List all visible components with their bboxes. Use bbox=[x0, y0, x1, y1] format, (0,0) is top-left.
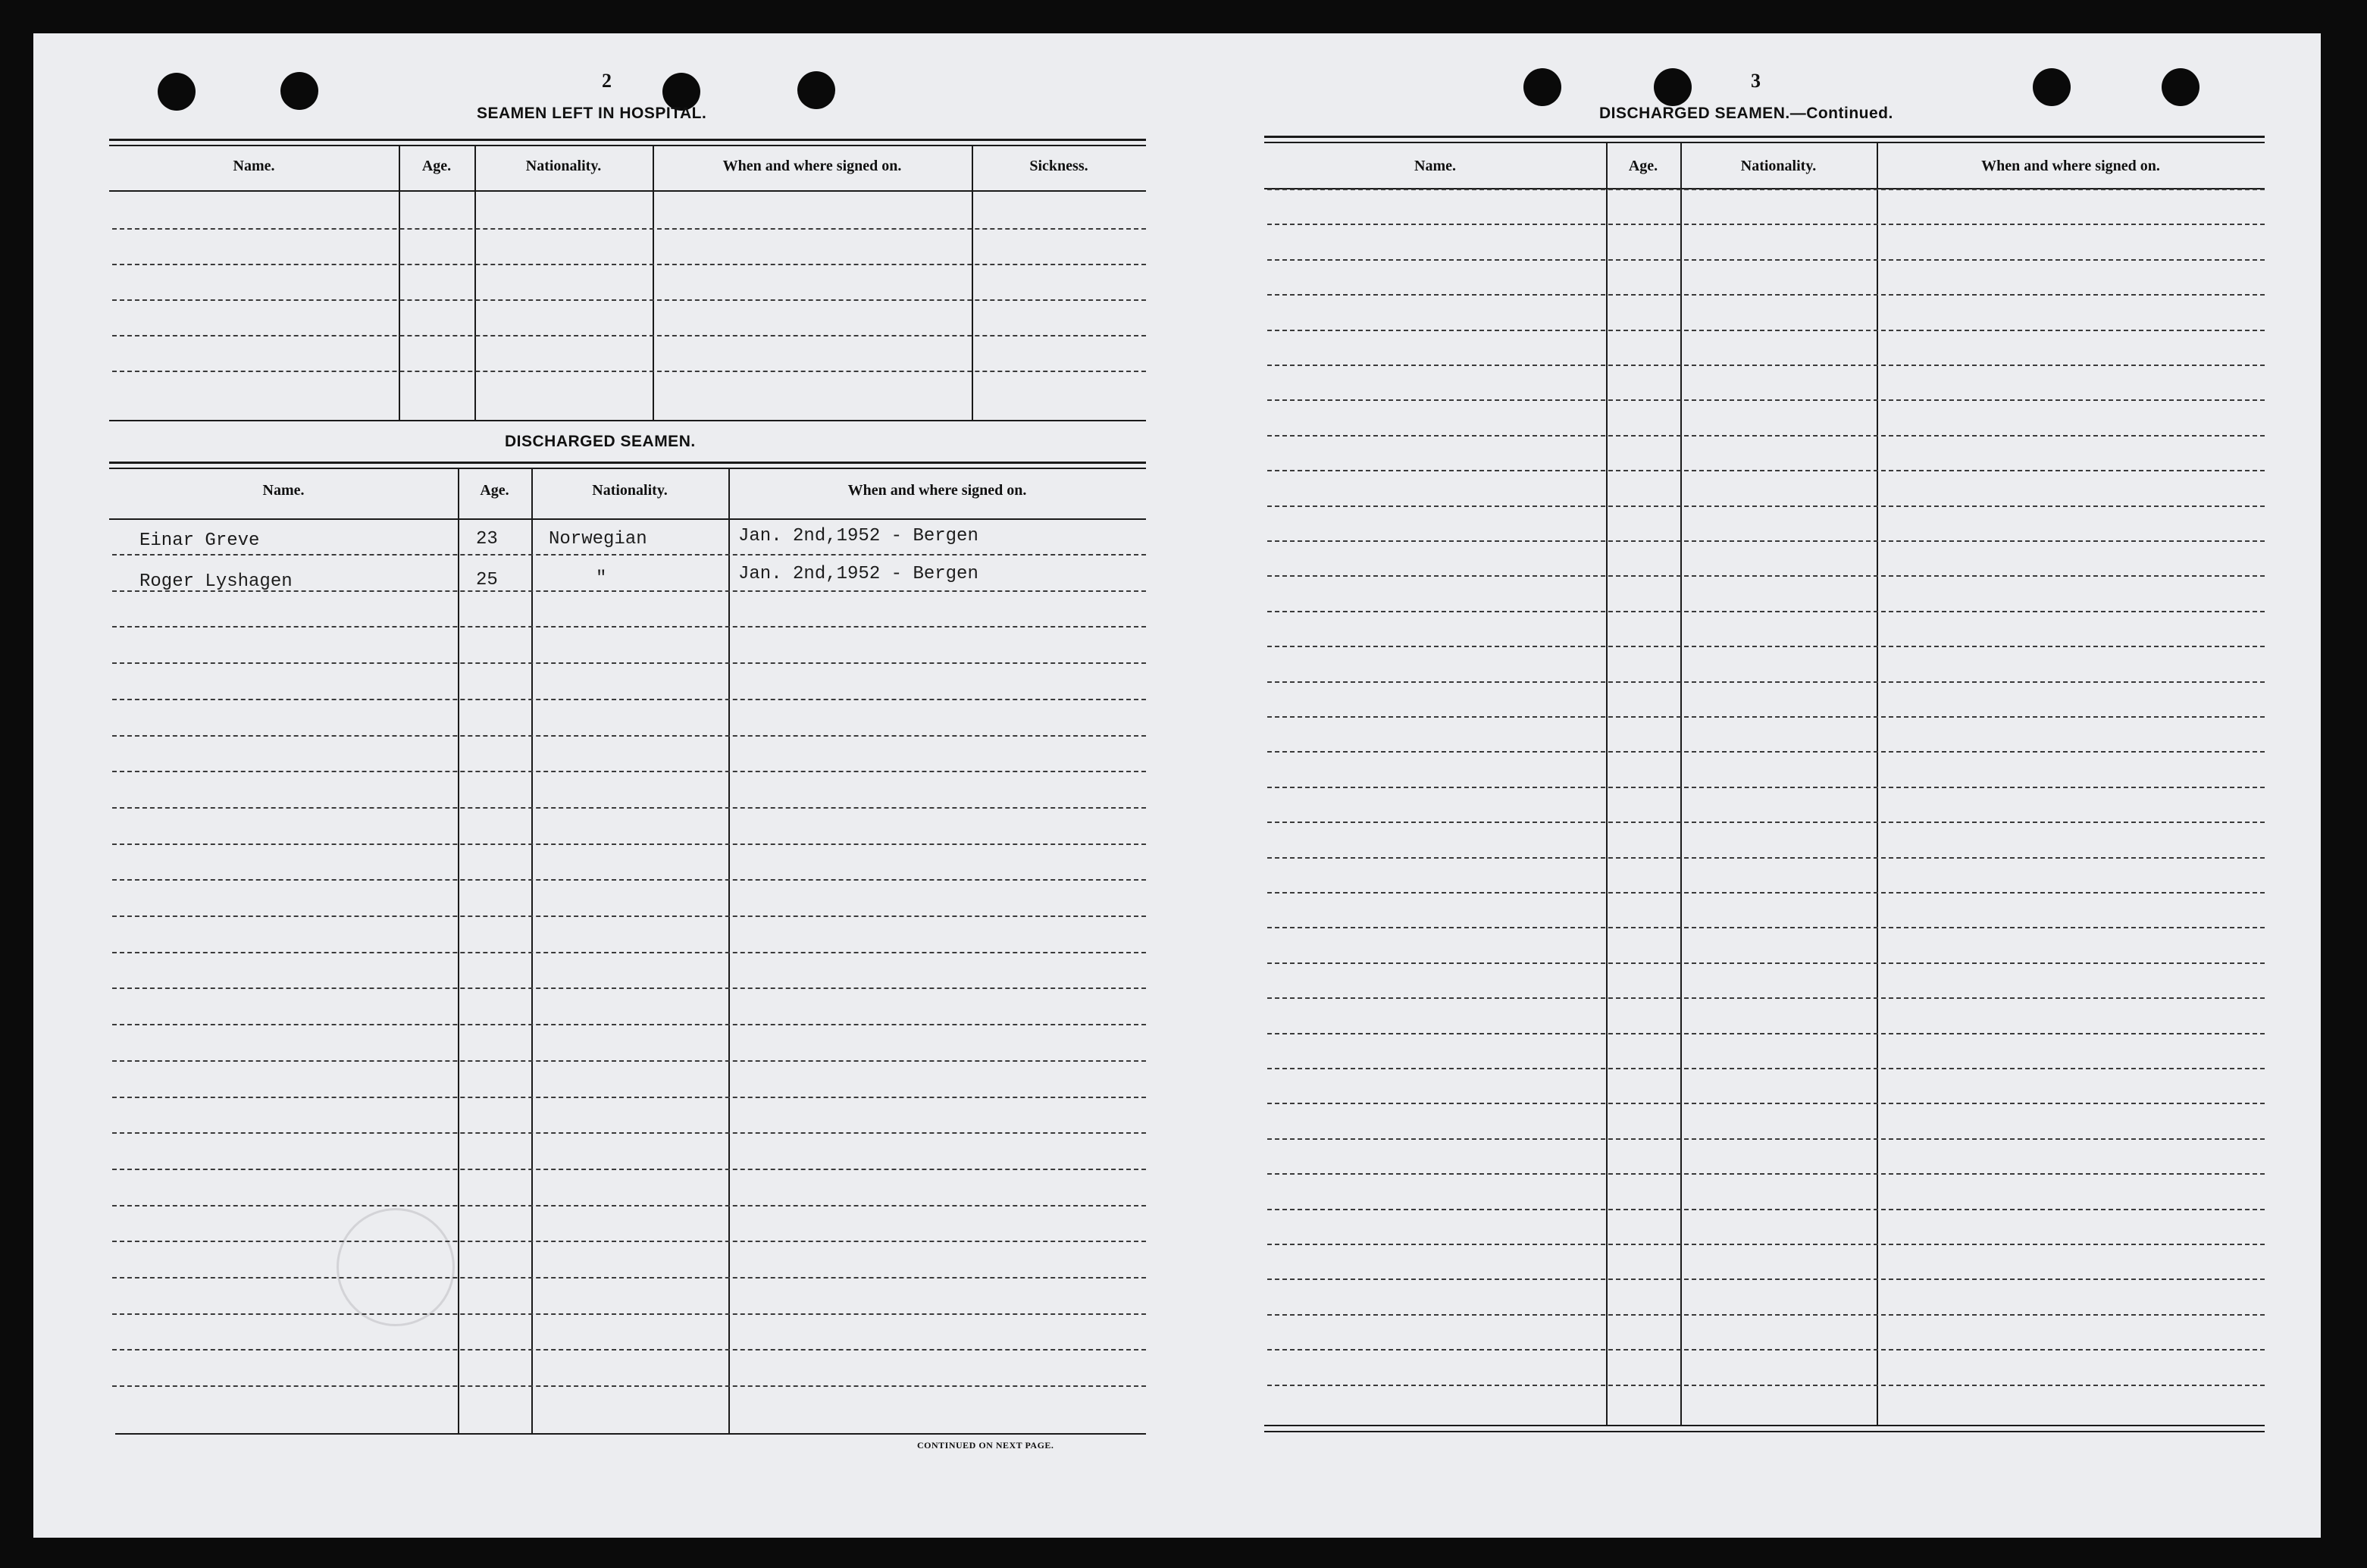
punch-hole bbox=[2033, 68, 2071, 106]
ruled-line bbox=[1267, 1138, 2265, 1140]
continued-header-name: Name. bbox=[1414, 158, 1456, 174]
ruled-line bbox=[112, 1241, 1146, 1242]
hospital-table-bottom-rule bbox=[109, 420, 1146, 421]
discharged-table-top-rule bbox=[109, 462, 1146, 464]
ruled-line bbox=[1267, 1385, 2265, 1386]
ruled-line bbox=[1267, 1033, 2265, 1034]
ruled-line bbox=[112, 771, 1146, 772]
ruled-line bbox=[1267, 540, 2265, 542]
punch-hole bbox=[2162, 68, 2199, 106]
ruled-line bbox=[1267, 962, 2265, 964]
hospital-table-top-rule bbox=[109, 139, 1146, 141]
discharged-header-signed-on: When and where signed on. bbox=[847, 482, 1027, 499]
hospital-header-sickness: Sickness. bbox=[1029, 158, 1088, 174]
hospital-header-signed-on: When and where signed on. bbox=[722, 158, 902, 174]
hospital-col-divider bbox=[972, 146, 973, 420]
ruled-line bbox=[1267, 927, 2265, 928]
continued-table-bottom-rule bbox=[1264, 1425, 2265, 1426]
ruled-line bbox=[112, 264, 1146, 265]
continued-col-divider bbox=[1606, 143, 1608, 1425]
hospital-col-divider bbox=[474, 146, 476, 420]
ruled-line bbox=[112, 371, 1146, 372]
punch-hole bbox=[1523, 68, 1561, 106]
form-sheet bbox=[33, 33, 2321, 1538]
ruled-line bbox=[1267, 365, 2265, 366]
ruled-line bbox=[1267, 399, 2265, 401]
hospital-col-divider bbox=[653, 146, 654, 420]
continued-header-signed-on: When and where signed on. bbox=[1981, 158, 2160, 174]
ruled-line bbox=[1267, 259, 2265, 261]
ruled-line bbox=[1267, 857, 2265, 859]
ruled-line bbox=[112, 952, 1146, 953]
continued-table-top-rule bbox=[1264, 136, 2265, 138]
ruled-line bbox=[112, 843, 1146, 845]
ruled-line bbox=[1267, 1314, 2265, 1316]
continued-note: CONTINUED ON NEXT PAGE. bbox=[917, 1440, 1054, 1451]
ruled-line bbox=[1267, 1103, 2265, 1104]
discharged-table-bottom-rule bbox=[115, 1433, 1146, 1435]
ruled-line bbox=[1267, 1209, 2265, 1210]
seaman-age: 25 bbox=[476, 570, 498, 590]
ruled-line bbox=[112, 1205, 1146, 1207]
discharged-header-name: Name. bbox=[262, 482, 305, 499]
hospital-header-age: Age. bbox=[421, 158, 452, 174]
discharged-header-nationality: Nationality. bbox=[592, 482, 668, 499]
seaman-name: Einar Greve bbox=[139, 530, 260, 551]
ruled-line bbox=[1267, 575, 2265, 577]
discharged-header-age: Age. bbox=[480, 482, 509, 499]
ruled-line bbox=[112, 1132, 1146, 1134]
discharged-header-rule bbox=[109, 518, 1146, 520]
ruled-line bbox=[112, 915, 1146, 917]
faint-stamp bbox=[337, 1208, 455, 1326]
ruled-line bbox=[1267, 716, 2265, 718]
ruled-line bbox=[1267, 611, 2265, 612]
seaman-age: 23 bbox=[476, 529, 498, 549]
discharged-table-top-rule bbox=[109, 468, 1146, 469]
ruled-line bbox=[112, 1385, 1146, 1387]
ruled-line bbox=[1267, 189, 2265, 190]
discharged-col-divider bbox=[458, 469, 459, 1433]
ruled-line bbox=[1267, 751, 2265, 753]
ruled-line bbox=[112, 554, 1146, 556]
ruled-line bbox=[1267, 1349, 2265, 1350]
ruled-line bbox=[1267, 997, 2265, 999]
ruled-line bbox=[1267, 435, 2265, 437]
ruled-line bbox=[1267, 822, 2265, 823]
ruled-line bbox=[112, 735, 1146, 737]
ruled-line bbox=[112, 299, 1146, 301]
ruled-line bbox=[112, 1097, 1146, 1098]
ruled-line bbox=[1267, 224, 2265, 225]
seaman-nationality: " bbox=[596, 568, 607, 589]
hospital-header-nationality: Nationality. bbox=[525, 158, 602, 174]
page-number-right: 3 bbox=[1751, 70, 1761, 92]
ruled-line bbox=[1267, 330, 2265, 331]
ruled-line bbox=[1267, 892, 2265, 894]
continued-header-age: Age. bbox=[1628, 158, 1658, 174]
ruled-line bbox=[1267, 505, 2265, 507]
ruled-line bbox=[112, 1024, 1146, 1025]
ruled-line bbox=[112, 1169, 1146, 1170]
punch-hole bbox=[1654, 68, 1692, 106]
discharged-section-title: DISCHARGED SEAMEN. bbox=[505, 433, 696, 450]
seaman-signed-on: Jan. 2nd,1952 - Bergen bbox=[738, 564, 978, 584]
ruled-line bbox=[1267, 470, 2265, 471]
continued-table-top-rule bbox=[1264, 142, 2265, 143]
hospital-header-name: Name. bbox=[233, 158, 275, 174]
discharged-col-divider bbox=[728, 469, 730, 1433]
ruled-line bbox=[112, 335, 1146, 336]
page-number-left: 2 bbox=[602, 70, 612, 92]
ruled-line bbox=[112, 1277, 1146, 1278]
ruled-line bbox=[1267, 294, 2265, 296]
discharged-continued-title: DISCHARGED SEAMEN.—Continued. bbox=[1599, 105, 1893, 122]
ruled-line bbox=[112, 807, 1146, 809]
ruled-line bbox=[1267, 1278, 2265, 1280]
hospital-table-top-rule bbox=[109, 145, 1146, 146]
ruled-line bbox=[112, 1060, 1146, 1062]
discharged-col-divider bbox=[531, 469, 533, 1433]
hospital-col-divider bbox=[399, 146, 400, 420]
punch-hole bbox=[280, 72, 318, 110]
ruled-line bbox=[112, 879, 1146, 881]
ruled-line bbox=[112, 228, 1146, 230]
ruled-line bbox=[112, 662, 1146, 664]
ruled-line bbox=[1267, 1244, 2265, 1245]
hospital-header-rule bbox=[109, 190, 1146, 192]
ruled-line bbox=[1267, 787, 2265, 788]
seaman-nationality: Norwegian bbox=[549, 529, 647, 549]
continued-col-divider bbox=[1680, 143, 1682, 1425]
ruled-line bbox=[1267, 681, 2265, 683]
ruled-line bbox=[112, 1349, 1146, 1350]
punch-hole bbox=[158, 73, 196, 111]
seaman-name: Roger Lyshagen bbox=[139, 571, 293, 592]
continued-table-bottom-rule bbox=[1264, 1431, 2265, 1432]
hospital-section-title: SEAMEN LEFT IN HOSPITAL. bbox=[477, 105, 707, 122]
punch-hole bbox=[797, 71, 835, 109]
ruled-line bbox=[112, 1313, 1146, 1315]
ruled-line bbox=[1267, 1173, 2265, 1175]
ruled-line bbox=[112, 626, 1146, 628]
continued-col-divider bbox=[1877, 143, 1878, 1425]
seaman-signed-on: Jan. 2nd,1952 - Bergen bbox=[738, 526, 978, 546]
ruled-line bbox=[112, 987, 1146, 989]
ruled-line bbox=[1267, 646, 2265, 647]
continued-header-nationality: Nationality. bbox=[1740, 158, 1817, 174]
ruled-line bbox=[112, 699, 1146, 700]
ruled-line bbox=[1267, 1068, 2265, 1069]
